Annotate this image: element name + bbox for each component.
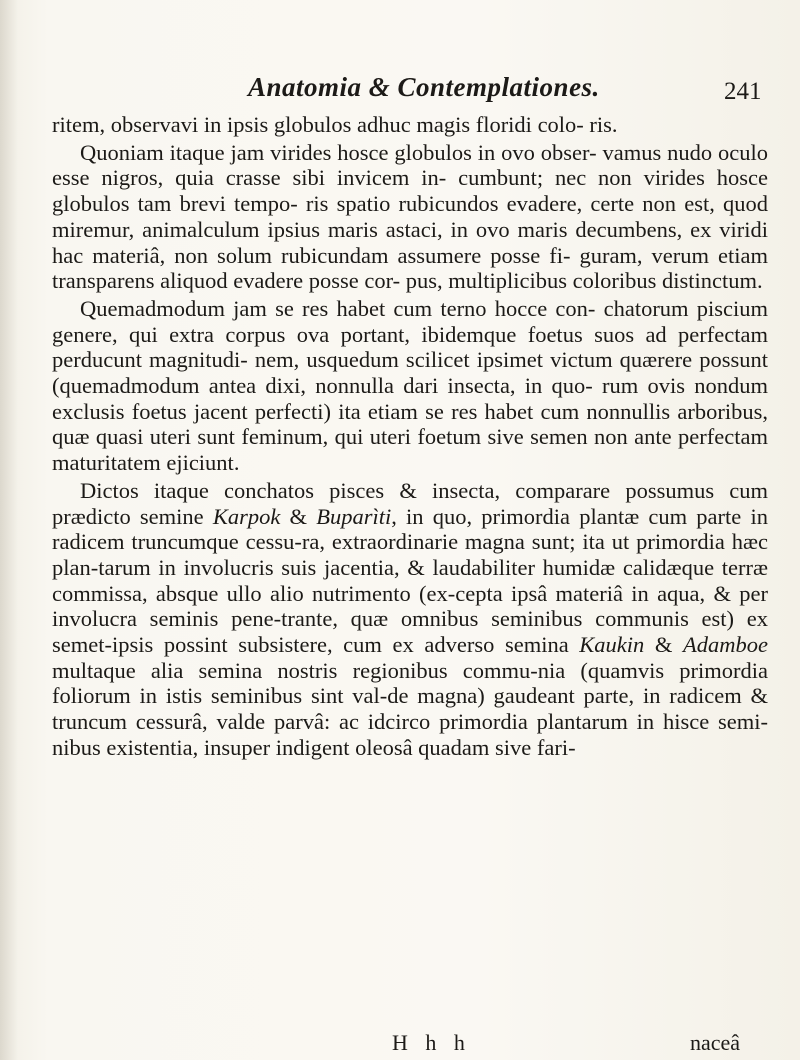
text-line: rum ovis nondum exclusis foetus jacent perfecti) ita etiam	[52, 373, 769, 424]
text-line: cumbunt; nec non virides hosce globulos tam brevi tempo-	[52, 165, 769, 217]
paragraph-4	[52, 478, 768, 761]
page-footer	[0, 1030, 800, 1058]
page-header	[0, 72, 800, 112]
body-text	[52, 112, 768, 761]
text-line: ris spatio rubicundos evadere, certe non est, quod miremur,	[52, 191, 769, 242]
text-line: feminum, qui uteri foetum sive semen non ante perfectam	[241, 424, 768, 450]
text-line: ritem, observavi in ipsis globulos adhuc magis floridi colo-	[52, 112, 584, 137]
signature-mark: H h h	[392, 1030, 471, 1055]
text-line: ris.	[589, 112, 618, 137]
text-segment: &	[644, 632, 684, 658]
text-line: se res habet cum nonnullis arboribus, quæ quasi uteri sunt	[52, 398, 769, 450]
text-line: viridi hac materiâ, non solum rubicundam assumere posse fi-	[52, 216, 768, 268]
spine-shadow	[0, 0, 18, 1060]
text-segment-italic: Adamboe	[683, 632, 768, 658]
paragraph-1	[52, 112, 768, 138]
text-line: maturitatem ejiciunt.	[52, 450, 240, 476]
page-number: 241	[724, 78, 762, 105]
paragraph-2	[52, 140, 768, 294]
text-segment: multaque alia semina nostris regionibus commu-nia (quamvis primordia foliorum in istis seminibus sint val-de magna) gaudeant parte, in radicem & truncum cessurâ, valde parvâ: ac idcirco primordia plantarum in hisce semi-nibus existentia, insuper indigent oleosâ quadam sive fari-	[52, 657, 768, 760]
text-line: vamus nudo oculo esse nigros, quia crasse sibi invicem in-	[52, 139, 768, 191]
text-line: (quemadmodum antea dixi, nonnulla dari insecta, in quo-	[52, 373, 593, 399]
text-line: pus, multiplicibus coloribus distinctum.	[405, 268, 763, 294]
text-line: Quoniam itaque jam virides hosce globulos in ovo obser-	[80, 139, 597, 165]
text-line: chatorum piscium genere, qui extra corpus ova portant,	[52, 295, 769, 347]
paragraph-3	[52, 296, 768, 476]
text-segment: Dictos itaque conchatos pisces & insecta, comparare possumus cum prædicto semine	[52, 477, 768, 529]
text-segment: , in quo, primordia plantæ cum parte in radicem truncumque cessu-ra, extraordinarie magna sunt; ita ut primordia hæc plan-tarum in involucris suis jacentia, & laudabiliter humidæ calidæque terræ commissa, absque ullo alio nutrimento (ex-cepta ipsâ materiâ in aqua, & per involucra seminis pene-trante, quæ omnibus seminibus communis est) ex semet-ipsis possint subsistere, cum ex adverso semina	[52, 503, 768, 658]
text-segment-italic: Buparìti	[316, 503, 392, 529]
running-head: Anatomia & Contemplationes.	[248, 72, 600, 102]
catchword: naceâ	[690, 1030, 741, 1055]
text-line: Quemadmodum jam se res habet cum terno hocce con-	[80, 295, 596, 321]
text-line: animalculum ipsius maris astaci, in ovo maris decumbens, ex	[142, 216, 712, 242]
text-segment: &	[280, 503, 317, 529]
text-line: guram, verum etiam transparens aliquod evadere posse cor-	[52, 242, 769, 294]
text-segment-italic: Karpok	[212, 503, 281, 529]
text-line: nem, usquedum scilicet ipsimet victum quærere possunt	[254, 347, 768, 373]
text-segment-italic: Kaukin	[579, 632, 645, 658]
text-line: ibidemque foetus suos ad perfectam perducunt magnitudi-	[52, 321, 768, 373]
